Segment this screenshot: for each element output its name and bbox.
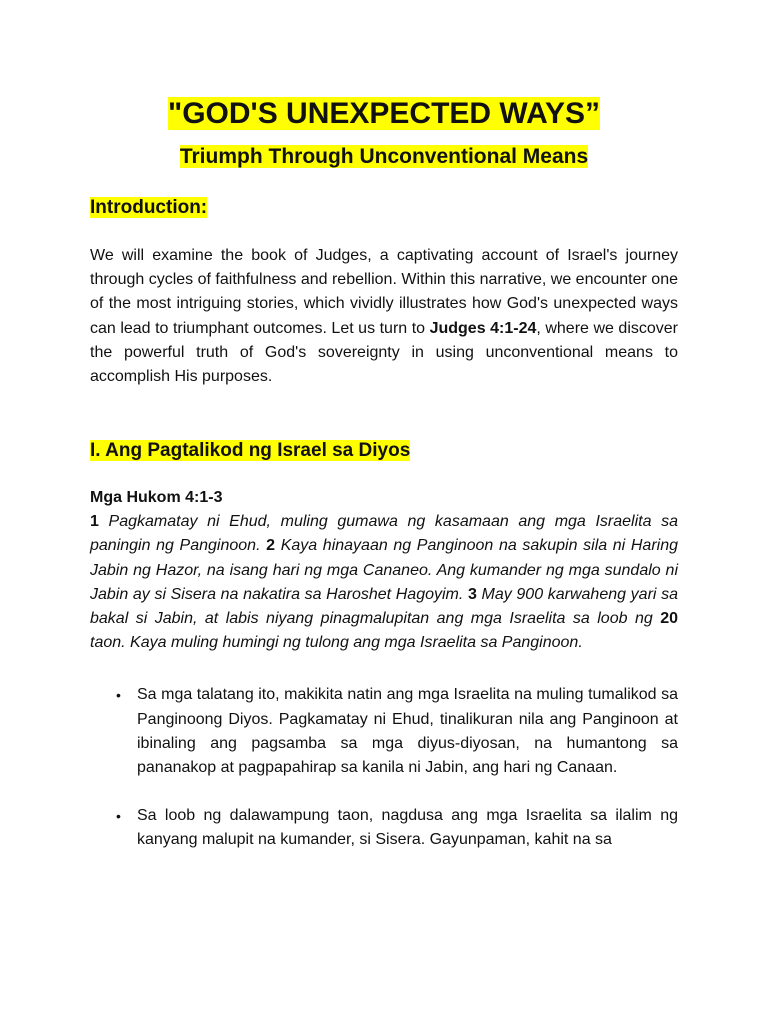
verse-number-2: 2 xyxy=(266,537,276,555)
bullet-icon: • xyxy=(116,808,121,825)
intro-scripture-reference: Judges 4:1-24 xyxy=(429,319,537,337)
verse-text-2: Kaya hinayaan ng Panginoon na sakupin sila ni Haring Jabin ng Hazor, na isang hari ng mga Cananeo. Ang kumander ng mga sundalo ni Jabin ay si Sisera na nakatira sa Haroshet Hagoyim. xyxy=(90,537,678,603)
introduction-paragraph xyxy=(90,244,678,389)
list-item xyxy=(90,683,678,780)
verse-text-3a: May 900 karwaheng yari sa bakal si Jabin, at labis niyang pinagmalupitan ang mga Israelita sa loob ng xyxy=(90,585,678,628)
introduction-heading-text: Introduction: xyxy=(90,197,208,218)
verse-reference: Mga Hukom 4:1-3 xyxy=(90,489,223,507)
bullet-text: Sa loob ng dalawampung taon, nagdusa ang mga Israelita sa ilalim ng kanyang malupit na kumander, si Sisera. Gayunpaman, kahit na sa xyxy=(137,807,678,849)
verse-number-3: 3 xyxy=(467,585,477,603)
verse-number-1: 1 xyxy=(90,513,99,531)
verse-passage xyxy=(90,510,678,655)
intro-text-part2: , where we discover the powerful truth of God's sovereignty in using unconventional means to accomplish His purposes. xyxy=(90,319,679,386)
intro-text-part1: We will examine the book of Judges, a captivating account of Israel's journey through cycles of faithfulness and rebellion. Within this narrative, we encounter one of the most intriguing stories, which vividly illustrates how God's unexpected ways can lead to triumphant outcomes. Let us turn to xyxy=(90,247,678,337)
document-title xyxy=(90,0,678,132)
verse-text-3b: taon. Kaya muling humingi ng tulong ang mga Israelita sa Panginoon. xyxy=(90,634,583,652)
subtitle-text: Triumph Through Unconventional Means xyxy=(179,145,589,168)
verse-number-20: 20 xyxy=(660,610,678,628)
list-item xyxy=(90,804,678,852)
document-subtitle xyxy=(90,144,678,170)
verse-text-1: Pagkamatay ni Ehud, muling gumawa ng kasamaan ang mga Israelita sa paningin ng Panginoon. xyxy=(90,513,678,555)
bullet-list xyxy=(90,683,678,852)
bullet-text: Sa mga talatang ito, makikita natin ang mga Israelita na muling tumalikod sa Panginoong Diyos. Pagkamatay ni Ehud, tinalikuran nila ang Panginoon at ibinaling ang pagsamba sa mga diyus-diyosan, na humantong sa pananakop at pagpapahirap sa kanila ni Jabin, ang hari ng Canaan. xyxy=(137,686,678,777)
section-1-heading-text: I. Ang Pagtalikod ng Israel sa Diyos xyxy=(90,440,411,462)
introduction-heading xyxy=(90,196,678,220)
title-text: "GOD'S UNEXPECTED WAYS” xyxy=(168,97,600,130)
bullet-icon: • xyxy=(116,687,121,704)
section-1-heading xyxy=(90,439,678,463)
